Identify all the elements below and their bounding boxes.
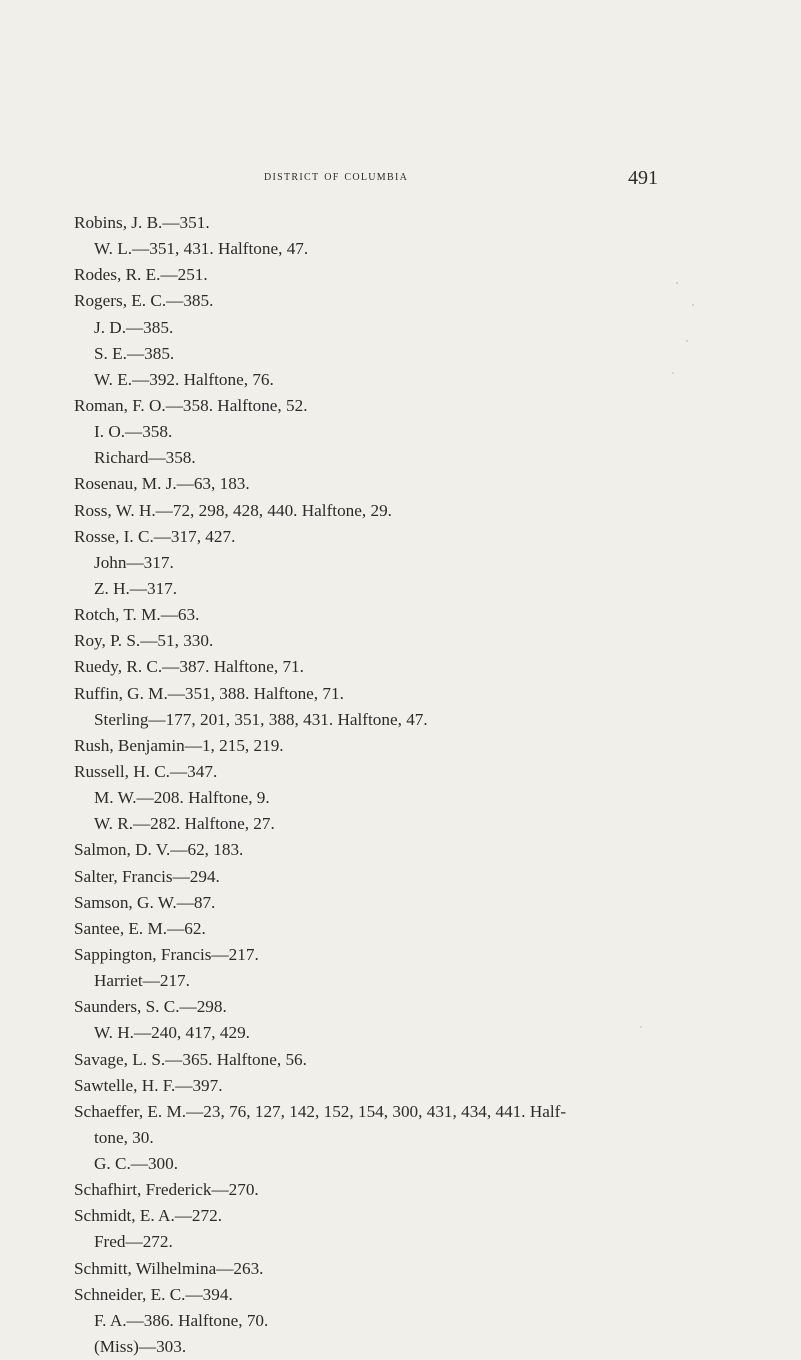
index-entry: Saunders, S. C.—298. (74, 997, 227, 1017)
index-entry: Rosse, I. C.—317, 427. (74, 526, 236, 546)
index-entries (74, 210, 774, 1360)
index-entry: W. R.—282. Halftone, 27. (94, 814, 275, 834)
index-entry: Ruedy, R. C.—387. Halftone, 71. (74, 657, 304, 677)
index-entry: Fred—272. (94, 1232, 173, 1252)
index-entry: Schafhirt, Frederick—270. (74, 1180, 259, 1200)
index-entry: W. L.—351, 431. Halftone, 47. (94, 239, 309, 259)
index-entry: Sappington, Francis—217. (74, 944, 259, 964)
paper-speck (692, 304, 694, 306)
index-entry: Robins, J. B.—351. (74, 213, 210, 232)
index-entry: Harriet—217. (94, 971, 190, 991)
index-entry: Schneider, E. C.—394. (74, 1284, 233, 1304)
index-entry: Salter, Francis—294. (74, 866, 220, 886)
index-entry: Rodes, R. E.—251. (74, 265, 208, 285)
index-entry: Sterling—177, 201, 351, 388, 431. Halftone, 47. (94, 709, 428, 729)
index-entry: Rush, Benjamin—1, 215, 219. (74, 735, 284, 755)
index-entry: Roy, P. S.—51, 330. (74, 631, 214, 651)
running-head: district of columbia (264, 169, 409, 184)
index-entry: W. H.—240, 417, 429. (94, 1023, 250, 1043)
index-entry: M. W.—208. Halftone, 9. (94, 788, 270, 808)
index-entry: I. O.—358. (94, 422, 173, 442)
page-header (0, 167, 801, 197)
index-entry: Schmidt, E. A.—272. (74, 1206, 223, 1226)
index-entry: F. A.—386. Halftone, 70. (94, 1310, 269, 1330)
index-entry: G. C.—300. (94, 1154, 179, 1174)
index-entry: Sawtelle, H. F.—397. (74, 1075, 223, 1095)
index-entry: J. D.—385. (94, 317, 174, 337)
page-number: 491 (628, 167, 658, 189)
index-entry: Ruffin, G. M.—351, 388. Halftone, 71. (74, 683, 344, 703)
index-entry: Schmitt, Wilhelmina—263. (74, 1258, 264, 1278)
index-entry: Rogers, E. C.—385. (74, 291, 214, 311)
index-entry: Roman, F. O.—358. Halftone, 52. (74, 395, 308, 415)
paper-speck (640, 1026, 642, 1028)
paper-speck (686, 340, 688, 342)
index-entry: Rotch, T. M.—63. (74, 605, 200, 625)
paper-speck (672, 372, 674, 374)
index-entry: tone, 30. (94, 1127, 154, 1147)
index-entry: S. E.—385. (94, 343, 175, 363)
index-entry: Samson, G. W.—87. (74, 892, 216, 912)
index-entry: Salmon, D. V.—62, 183. (74, 840, 244, 860)
index-entry: Schaeffer, E. M.—23, 76, 127, 142, 152, 154, 300, 431, 434, 441. Half- (74, 1101, 567, 1121)
index-entry: Z. H.—317. (94, 578, 178, 598)
index-entry: Rosenau, M. J.—63, 183. (74, 474, 250, 494)
index-entry: Ross, W. H.—72, 298, 428, 440. Halftone, 29. (74, 500, 392, 520)
index-entry: Santee, E. M.—62. (74, 918, 206, 938)
index-entry: (Miss)—303. (94, 1337, 187, 1357)
index-entry: Savage, L. S.—365. Halftone, 56. (74, 1049, 307, 1069)
paper-speck (676, 282, 678, 284)
index-entry: John—317. (94, 552, 174, 572)
index-entry: Russell, H. C.—347. (74, 761, 218, 781)
index-entry: W. E.—392. Halftone, 76. (94, 369, 274, 389)
index-entry: Richard—358. (94, 448, 196, 468)
